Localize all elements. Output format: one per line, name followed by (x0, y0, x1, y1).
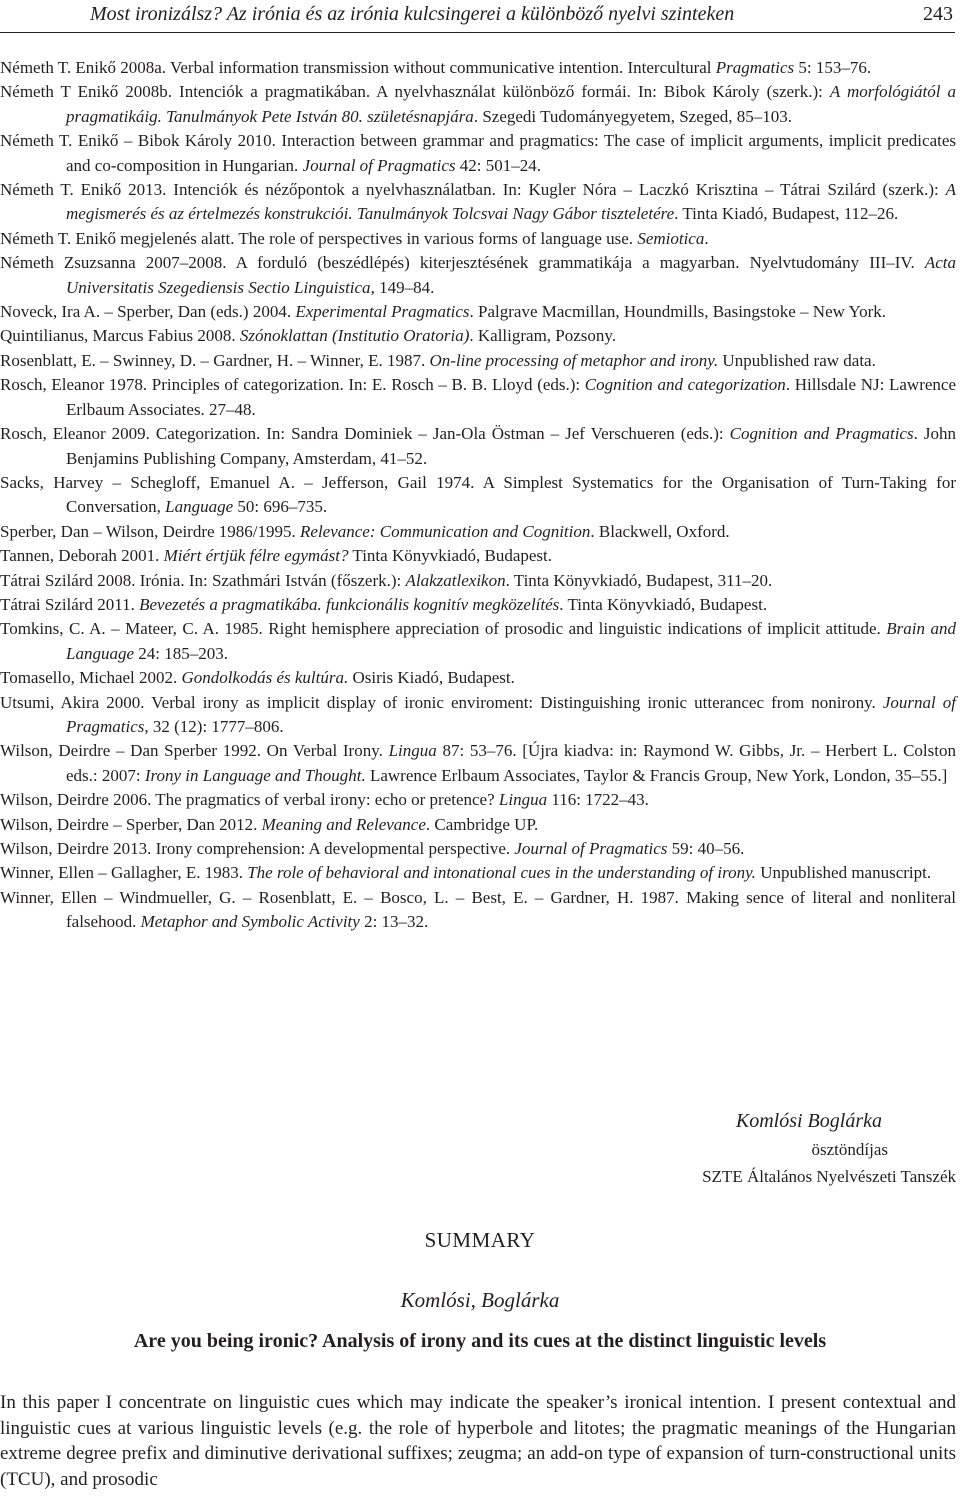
reference-text: Noveck, Ira A. – Sperber, Dan (eds.) 2004. (0, 302, 296, 322)
reference-text: . Blackwell, Oxford. (590, 521, 730, 541)
reference-text: Németh T Enikő 2008b. Intenciók a pragmatikában. A nyelvhasználat különböző formái. In: Bibok Károly (szerk.): (0, 82, 830, 102)
reference-text: Rosch, Eleanor 1978. Principles of categorization. In: E. Rosch – B. B. Lloyd (eds.): (0, 375, 585, 395)
reference-entry (0, 300, 956, 324)
reference-text: . Palgrave Macmillan, Houndmills, Basingstoke – New York. (469, 302, 887, 322)
reference-entry (0, 471, 956, 520)
reference-text: 116: 1722–43. (547, 790, 649, 810)
reference-text: Tinta Könyvkiadó, Budapest. (348, 546, 553, 566)
reference-text: 50: 696–735. (233, 497, 328, 517)
reference-text: . John Benjamins Publishing Company, Amsterdam, 41–52. (66, 424, 956, 468)
reference-title-italic: Gondolkodás és kultúra. (181, 668, 349, 688)
reference-entry (0, 886, 956, 935)
reference-text: Sacks, Harvey – Schegloff, Emanuel A. – Jefferson, Gail 1974. A Simplest Systematics for the Organisation of Turn-Taking for Conversation, (0, 472, 956, 517)
reference-entry (0, 129, 956, 178)
summary-abstract: In this paper I concentrate on linguistic cues which may indicate the speaker’s ironical intention. I present contextual and linguistic cues at various linguistic levels (e.g. the role of hyperbole and litotes; the pragmatic meanings of the Hungarian extreme degree prefix and diminutive derivational suffixes; zeugma; an add-on type of expansion of turn-constructional units (TCU), and prosodic (0, 1392, 956, 1490)
summary-title: SUMMARY (424, 1228, 536, 1252)
reference-title-italic: Metaphor and Symbolic Activity (140, 912, 360, 932)
reference-entry (0, 422, 956, 471)
author-role: ösztöndíjas (811, 1140, 888, 1159)
reference-title-italic: Brain and Language (66, 619, 956, 663)
reference-entry (0, 617, 956, 666)
reference-entry (0, 324, 956, 348)
reference-title-italic: On-line processing of metaphor and irony. (429, 350, 719, 370)
reference-entry (0, 569, 956, 593)
reference-text: . (704, 228, 709, 248)
reference-text: . Tinta Kiadó, Budapest, 112–26. (674, 204, 899, 224)
reference-title-italic: Acta Universitatis Szegediensis Sectio Linguistica (66, 253, 956, 297)
reference-text: 2: 13–32. (359, 912, 429, 932)
reference-entry (0, 178, 956, 227)
reference-title-italic: Cognition and categorization (584, 375, 786, 395)
reference-entry (0, 691, 956, 740)
reference-entry (0, 56, 956, 80)
summary-author: Komlósi, Boglárka (400, 1288, 560, 1312)
reference-title-italic: Semiotica (637, 228, 705, 248)
reference-title-italic: Irony in Language and Thought. (144, 765, 366, 785)
reference-entry (0, 520, 956, 544)
reference-text: 24: 185–203. (134, 643, 228, 663)
reference-text: Németh Zsuzsanna 2007–2008. A forduló (beszédlépés) kiterjesztésének grammatikája a magyarban. Nyelvtudomány III–IV. (0, 253, 925, 273)
reference-entry (0, 788, 956, 812)
author-signature (556, 1106, 956, 1190)
reference-text: Winner, Ellen – Windmueller, G. – Rosenblatt, E. – Bosco, L. – Best, E. – Gardner, H. 1987. Making sence of literal and nonliteral falsehood. (0, 887, 956, 932)
reference-entry (0, 813, 956, 837)
reference-title-italic: A megismerés és az értelmezés konstrukciói. Tanulmányok Tolcsvai Nagy Gábor tiszteletére (66, 180, 956, 224)
reference-text: Rosch, Eleanor 2009. Categorization. In: Sandra Dominiek – Jan-Ola Östman – Jef Verschueren (eds.): (0, 424, 730, 444)
reference-title-italic: Miért értjük félre egymást? (163, 546, 349, 566)
reference-title-italic: Alakzatlexikon (405, 570, 506, 590)
reference-text: Németh T. Enikő – Bibok Károly 2010. Interaction between grammar and pragmatics: The case of implicit arguments, implicit predicates and co-composition in Hungarian. (0, 131, 956, 175)
reference-title-italic: Journal of Pragmatics (302, 155, 456, 175)
reference-entry (0, 837, 956, 861)
reference-text: Utsumi, Akira 2000. Verbal irony as implicit display of ironic enviroment: Distinguishing ironic utterancec from nonirony. (0, 692, 883, 712)
reference-text: Németh T. Enikő megjelenés alatt. The role of perspectives in various forms of language use. (0, 228, 638, 248)
reference-text: Tomkins, C. A. – Mateer, C. A. 1985. Right hemisphere appreciation of prosodic and linguistic indications of implicit attitude. (0, 619, 887, 639)
reference-text: . Kalligram, Pozsony. (469, 326, 617, 346)
reference-title-italic: A morfológiától a pragmatikáig. Tanulmányok Pete István 80. születésnapjára (66, 82, 956, 126)
reference-title-italic: Meaning and Relevance (261, 814, 426, 834)
reference-text: Wilson, Deirdre – Dan Sperber 1992. On Verbal Irony. (0, 741, 389, 761)
reference-text: Tátrai Szilárd 2011. (0, 594, 140, 614)
reference-entry (0, 227, 956, 251)
reference-entry (0, 666, 956, 690)
reference-title-italic: Lingua (388, 741, 437, 761)
summary-heading: Are you being ironic? Analysis of irony and its cues at the distinct linguistic levels (133, 1330, 827, 1352)
reference-text: 32 (12): 1777–806. (148, 716, 284, 736)
reference-title-italic: Journal of Pragmatics (514, 839, 668, 858)
reference-title-italic: The role of behavioral and intonational cues in the understanding of irony. (247, 863, 756, 883)
reference-title-italic: Bevezetés a pragmatikába. funkcionális kognitív megközelítés (139, 594, 560, 614)
reference-text: . Tinta Könyvkiadó, Budapest. (559, 594, 768, 614)
reference-title-italic: Lingua (498, 790, 548, 810)
reference-text: Wilson, Deirdre 2013. Irony comprehension: A developmental perspective. (0, 839, 515, 858)
reference-title-italic: Journal of Pragmatics, (66, 692, 956, 736)
header-rule (0, 32, 955, 33)
reference-text: Winner, Ellen – Gallagher, E. 1983. (0, 863, 248, 883)
reference-text: Quintilianus, Marcus Fabius 2008. (0, 326, 240, 346)
reference-text: Lawrence Erlbaum Associates, Taylor & Francis Group, New York, London, 35–55.] (365, 765, 948, 785)
reference-text: Tátrai Szilárd 2008. Irónia. In: Szathmári István (főszerk.): (0, 570, 406, 590)
reference-text: Rosenblatt, E. – Swinney, D. – Gardner, H. – Winner, E. 1987. (0, 350, 430, 370)
reference-text: . Cambridge UP. (425, 814, 539, 834)
reference-text: , 149–84. (370, 277, 435, 297)
reference-title-italic: Experimental Pragmatics (295, 302, 470, 322)
reference-entry (0, 544, 956, 568)
reference-text: Wilson, Deirdre 2006. The pragmatics of verbal irony: echo or pretence? (0, 790, 499, 810)
reference-title-italic: Pragmatics (715, 58, 795, 77)
reference-entry (0, 739, 956, 788)
reference-entry (0, 373, 956, 422)
reference-entry (0, 861, 956, 885)
reference-text: Unpublished manuscript. (755, 863, 932, 883)
reference-text: Tannen, Deborah 2001. (0, 546, 164, 566)
reference-list (0, 56, 956, 935)
reference-text: Unpublished raw data. (718, 350, 876, 370)
reference-entry (0, 349, 956, 373)
running-header (0, 0, 955, 30)
reference-text: 87: 53–76. [Újra kiadva: in: Raymond W. Gibbs, Jr. – Herbert L. Colston eds.: 2007: (66, 741, 956, 785)
reference-text: Wilson, Deirdre – Sperber, Dan 2012. (0, 814, 262, 834)
reference-text: Osiris Kiadó, Budapest. (348, 668, 515, 688)
reference-text: . Hillsdale NJ: Lawrence Erlbaum Associates. 27–48. (66, 375, 956, 419)
reference-title-italic: Szónoklattan (Institutio Oratoria) (239, 326, 470, 346)
reference-text: 59: 40–56. (667, 839, 745, 858)
running-title: Most ironizálsz? Az irónia és az irónia kulcsingerei a különböző nyelvi szinteken (90, 3, 735, 25)
reference-text: Tomasello, Michael 2002. (0, 668, 182, 688)
reference-text: Németh T. Enikő 2008a. Verbal information transmission without communicative intention. Intercultural (0, 58, 716, 77)
reference-entry (0, 251, 956, 300)
reference-text: . Tinta Könyvkiadó, Budapest, 311–20. (505, 570, 773, 590)
reference-text: 42: 501–24. (455, 155, 542, 175)
reference-title-italic: Language (165, 497, 234, 517)
reference-title-italic: Cognition and Pragmatics (729, 424, 914, 444)
reference-text: 5: 153–76. (794, 58, 872, 77)
reference-text: Németh T. Enikő 2013. Intenciók és nézőpontok a nyelvhasználatban. In: Kugler Nóra – Laczkó Krisztina – Tátrai Szilárd (szerk.): (0, 180, 946, 200)
author-affiliation: SZTE Általános Nyelvészeti Tanszék (702, 1167, 956, 1186)
reference-title-italic: Relevance: Communication and Cognition (300, 521, 591, 541)
page-number: 243 (923, 3, 953, 25)
reference-entry (0, 593, 956, 617)
reference-entry (0, 80, 956, 129)
reference-text: . Szegedi Tudományegyetem, Szeged, 85–103. (473, 106, 793, 126)
author-name: Komlósi Boglárka (735, 1110, 882, 1132)
reference-text: Sperber, Dan – Wilson, Deirdre 1986/1995. (0, 521, 301, 541)
